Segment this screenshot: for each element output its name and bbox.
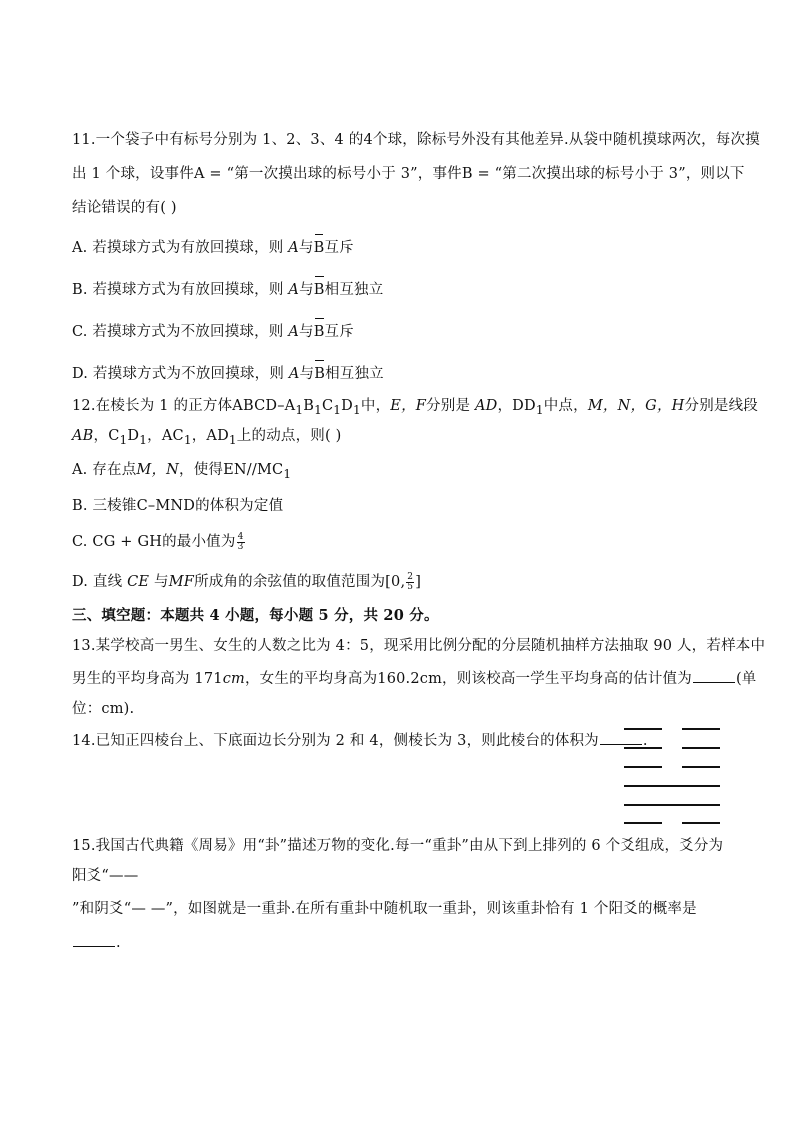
q12-option-c: C. CG + GH的最小值为 $\frac{4}{3}$ [72,531,244,552]
answer-blank [73,932,115,947]
yin-line [624,766,662,768]
b-complement: B [313,240,325,256]
q12-option-b: B. 三棱锥C–MND的体积为定值 [72,498,284,514]
q11-line3: 结论错误的有( ) [72,200,177,216]
b-complement: B [313,282,325,298]
b-complement: B [313,324,325,340]
q12-option-a: A. 存在点M，N，使得$EN//MC_1$ [72,462,292,481]
answer-blank [693,668,735,683]
yang-line [624,804,720,806]
yin-line [682,747,720,749]
section-3-heading: 三、填空题：本题共 4 小题，每小题 5 分，共 20 分。 [72,607,439,624]
q11-option-b: B. 若摸球方式为有放回摸球，则 A与B相互独立 [72,282,384,298]
q13-line3: 位：cm). [72,701,135,717]
q15-line1: 15.我国古代典籍《周易》用“卦”描述万物的变化.每一“重卦”由从下到上排列的 6 个爻组成，爻分为 [72,838,724,854]
yin-line [624,747,662,749]
q11-line2: 出 1 个球，设事件A = “第一次摸出球的标号小于 3”，事件B = “第二次摸出球的标号小于 3”，则以下 [72,166,745,182]
fraction: $\frac{2}{5}$ [407,571,414,592]
q12-option-d: D. 直线 CE 与MF所成角的余弦值的取值范围为[0, $\frac{2}{5}$ ] [72,571,422,592]
q12-line1: 12.在棱长为 1 的正方体ABCD–$A_1B_1C_1D_1$中，E，F分别是 AD，$DD_1$中点，M，N，G，H分别是线段 [72,398,758,417]
q12-line2: AB，$C_1D_1$，$AC_1$，$AD_1$上的动点，则( ) [72,428,342,447]
yin-line [682,728,720,730]
q11-option-c: C. 若摸球方式为不放回摸球，则 A与B互斥 [72,324,354,340]
q15-line4: . [72,932,121,953]
q13-line1: 13.某学校高一男生、女生的人数之比为 4：5，现采用比例分配的分层随机抽样方法抽取 90 人，若样本中 [72,638,766,654]
b-complement: B [314,366,326,382]
q11-option-d: D. 若摸球方式为不放回摸球，则 A与B相互独立 [72,366,384,382]
yin-line [682,822,720,824]
yin-line [624,822,662,824]
q11-option-a: A. 若摸球方式为有放回摸球，则 A与B互斥 [72,240,354,256]
fraction: $\frac{4}{3}$ [237,531,244,552]
q15-line3: ”和阴爻“— —”，如图就是一重卦.在所有重卦中随机取一重卦，则该重卦恰有 1 个阳爻的概率是 [72,901,697,917]
yin-line [682,766,720,768]
q14-line: 14.已知正四棱台上、下底面边长分别为 2 和 4，侧棱长为 3，则此棱台的体积为 . [72,730,648,751]
hexagram-figure [622,726,722,826]
yang-line [624,785,720,787]
q13-line2: 男生的平均身高为 171cm，女生的平均身高为160.2cm，则该校高一学生平均身高的估计值为 (单 [72,668,757,689]
q11-line1: 11.一个袋子中有标号分别为 1、2、3、4 的4个球，除标号外没有其他差异.从袋中随机摸球两次，每次摸 [72,132,760,148]
q15-line2: 阳爻“—— [72,868,139,884]
yin-line [624,728,662,730]
